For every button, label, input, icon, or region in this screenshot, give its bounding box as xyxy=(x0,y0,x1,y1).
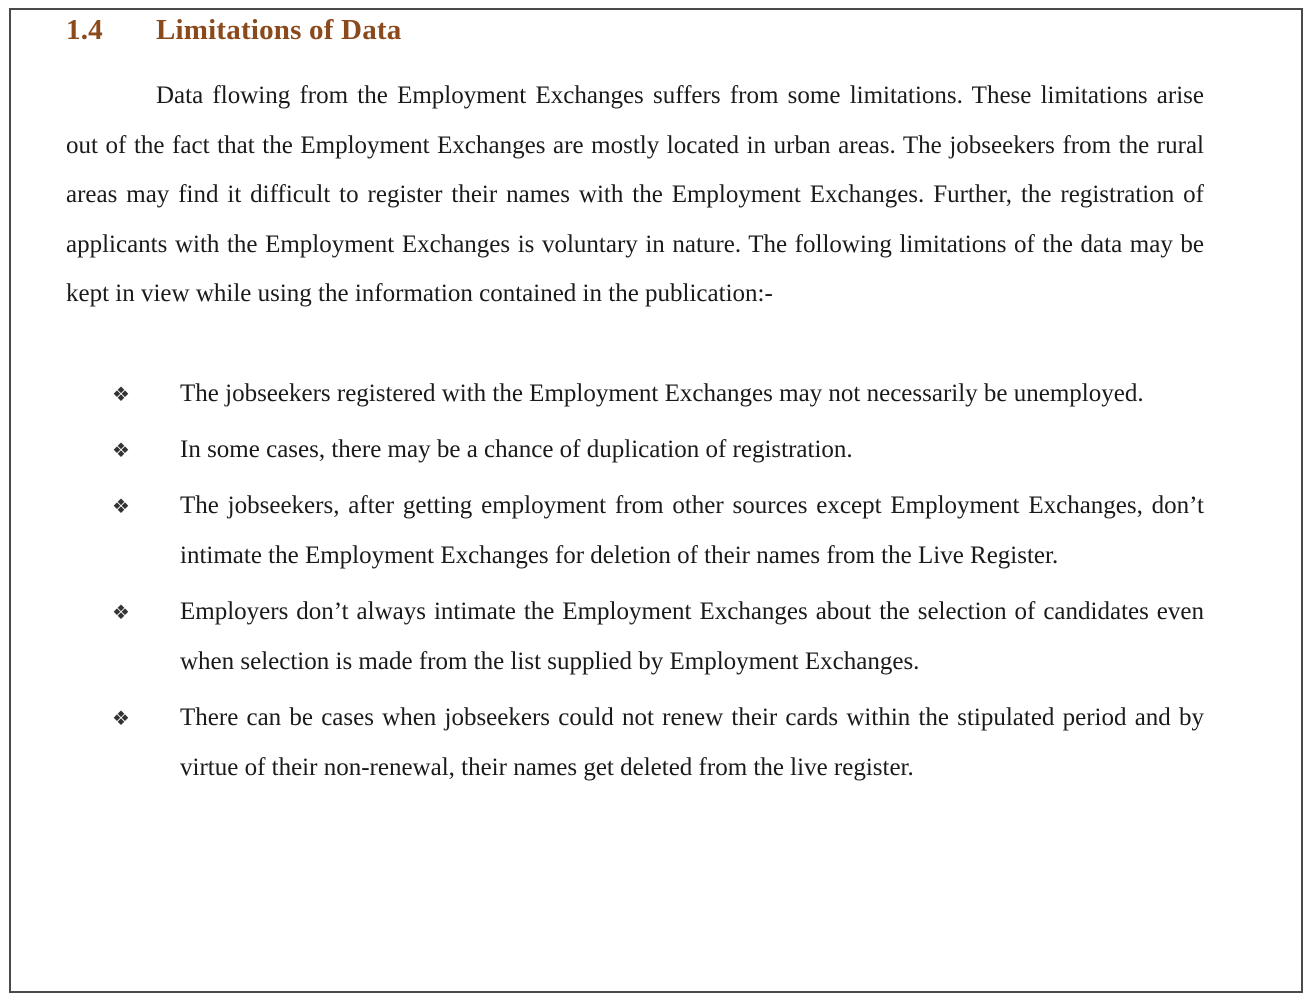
list-item xyxy=(66,587,1204,687)
intro-paragraph: Data flowing from the Employment Exchanges suffers from some limitations. These limitations arise out of the fact that the Employment Exchanges are mostly located in urban areas. The jobseekers from the rural areas may find it difficult to register their names with the Employment Exchanges. Further, the registration of applicants with the Employment Exchanges is voluntary in nature. The following limitations of the data may be kept in view while using the information contained in the publication:- xyxy=(66,82,1204,308)
diamond-bullet-icon: ❖ xyxy=(112,706,130,730)
list-item-text: Employers don’t always intimate the Employment Exchanges about the selection of candidates even when selection is made from the list supplied by Employment Exchanges. xyxy=(180,598,1204,675)
diamond-bullet-icon: ❖ xyxy=(112,494,130,518)
list-item xyxy=(66,481,1204,581)
limitations-list xyxy=(66,369,1204,793)
diamond-bullet-icon: ❖ xyxy=(112,600,130,624)
diamond-bullet-icon: ❖ xyxy=(112,438,130,462)
list-item xyxy=(66,425,1204,475)
diamond-bullet-icon: ❖ xyxy=(112,382,130,406)
list-item-text: The jobseekers, after getting employment from other sources except Employment Exchanges, don’t intimate the Employment Exchanges for deletion of their names from the Live Register. xyxy=(180,492,1204,569)
section-number: 1.4 xyxy=(66,14,103,46)
section-heading xyxy=(66,14,401,47)
section-title: Limitations of Data xyxy=(156,14,402,46)
list-item-text: There can be cases when jobseekers could not renew their cards within the stipulated period and by virtue of their non-renewal, their names get deleted from the live register. xyxy=(180,704,1204,781)
list-item xyxy=(66,693,1204,793)
list-item-text: The jobseekers registered with the Employment Exchanges may not necessarily be unemployed. xyxy=(180,380,1144,407)
list-item-text: In some cases, there may be a chance of duplication of registration. xyxy=(180,436,853,463)
list-item xyxy=(66,369,1204,419)
